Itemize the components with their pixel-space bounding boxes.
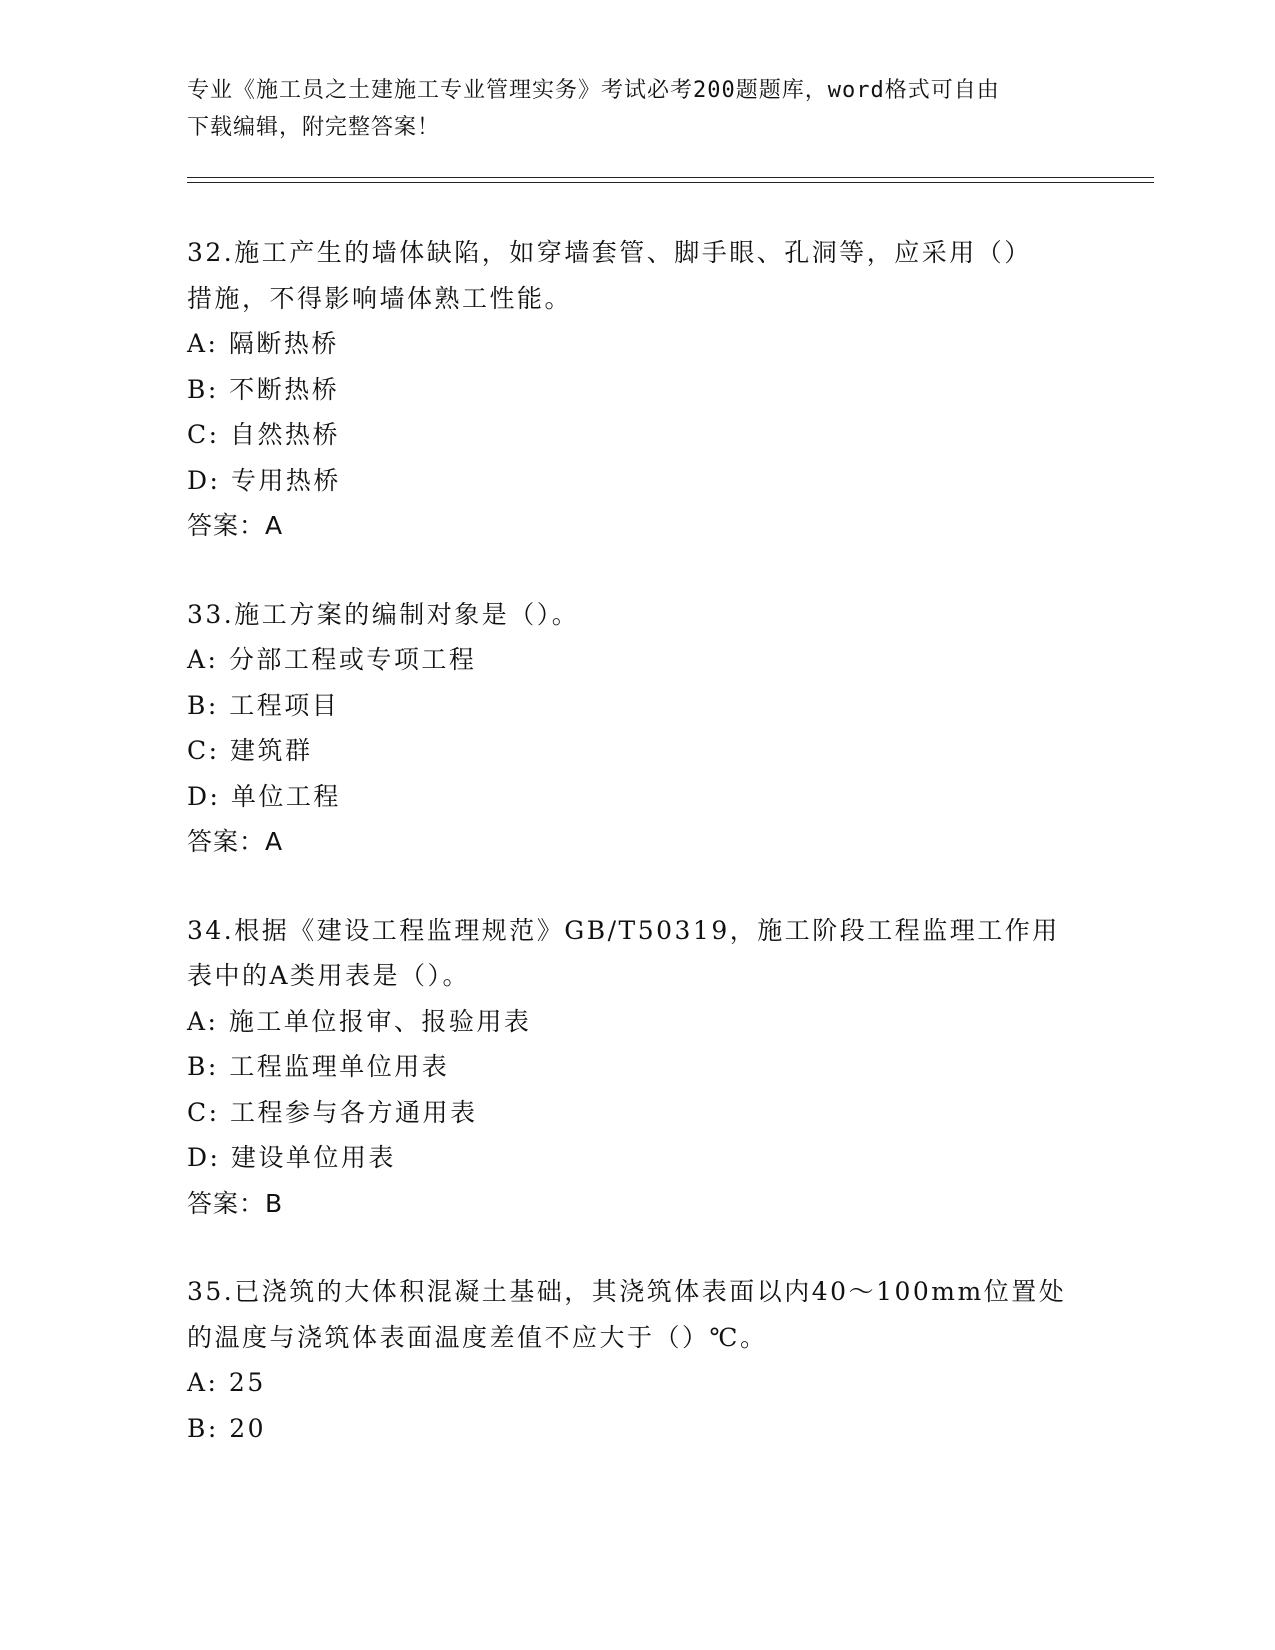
header-line-2: 下载编辑，附完整答案！ [187, 115, 441, 140]
option-b: B: 不断热桥 [187, 374, 340, 404]
question-stem-line: 32.施工产生的墙体缺陷，如穿墙套管、脚手眼、孔洞等，应采用（） [187, 238, 1032, 267]
option-c: C: 工程参与各方通用表 [187, 1097, 478, 1127]
document-header [187, 72, 1077, 146]
option-b: B: 工程项目 [187, 690, 340, 720]
question-34 [187, 908, 1087, 1227]
question-33 [187, 592, 1087, 865]
question-35 [187, 1269, 1087, 1451]
header-divider-top [187, 177, 1154, 178]
question-stem-line: 35.已浇筑的大体积混凝土基础，其浇筑体表面以内40～100mm位置处 [187, 1277, 1067, 1306]
option-c: C: 自然热桥 [187, 420, 340, 449]
option-a: A: 分部工程或专项工程 [187, 645, 477, 674]
option-a: A: 隔断热桥 [187, 329, 339, 358]
option-d: D: 建设单位用表 [187, 1143, 396, 1172]
option-b: B: 工程监理单位用表 [187, 1052, 450, 1081]
option-a: A: 25 [187, 1368, 266, 1397]
question-stem-line: 33.施工方案的编制对象是（）。 [187, 599, 580, 629]
question-stem-line: 表中的A类用表是（）。 [187, 961, 471, 990]
option-d: D: 单位工程 [187, 781, 341, 811]
option-d: D: 专用热桥 [187, 465, 341, 495]
question-stem-line: 措施，不得影响墙体熟工性能。 [187, 283, 573, 313]
answer-line: 答案：B [187, 1188, 284, 1218]
answer-line: 答案：A [187, 827, 284, 856]
question-32 [187, 230, 1087, 549]
header-divider-bottom [187, 182, 1154, 183]
option-b: B: 20 [187, 1413, 267, 1443]
option-a: A: 施工单位报审、报验用表 [187, 1006, 532, 1036]
answer-line: 答案：A [187, 511, 284, 540]
option-c: C: 建筑群 [187, 736, 313, 765]
question-stem-line: 34.根据《建设工程监理规范》GB/T50319，施工阶段工程监理工作用 [187, 915, 1060, 945]
header-line-1: 专业《施工员之土建施工专业管理实务》考试必考200题题库，word格式可自由 [187, 78, 1000, 103]
question-list [187, 230, 1087, 1494]
question-stem-line: 的温度与浇筑体表面温度差值不应大于（）℃。 [187, 1322, 768, 1352]
